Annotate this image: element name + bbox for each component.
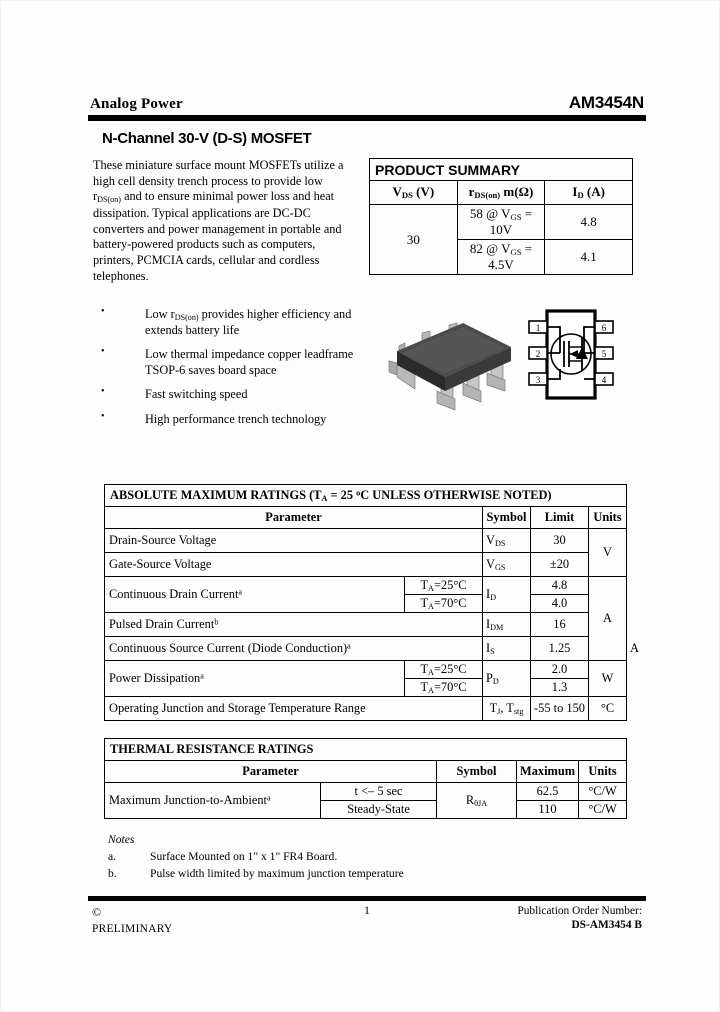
- page-footer: [88, 896, 646, 935]
- product-summary-title: PRODUCT SUMMARY: [370, 159, 633, 181]
- list-item: [93, 347, 363, 378]
- amr-symbol-temp: [483, 697, 531, 721]
- amr-cond-pd-70-t: T: [420, 680, 429, 695]
- table-row: [105, 697, 627, 721]
- list-item: [93, 387, 363, 402]
- intro-and-summary: [88, 158, 646, 285]
- thermal-sym-t: R: [465, 793, 475, 808]
- amr-cond-pd-25-v: =25°C: [433, 662, 467, 677]
- col-header-rdson: [457, 181, 545, 205]
- amr-sym-tstg-s: stg: [513, 707, 524, 717]
- rdson-value-10v: [457, 205, 545, 240]
- rdson-10v-num: 58 @ V: [469, 206, 511, 221]
- thermal-col-parameter: Parameter: [105, 761, 437, 783]
- thermal-resistance-table: [104, 738, 627, 819]
- rdson-45v-tail: = 4.5V: [488, 241, 533, 273]
- amr-sym-vds-t: V: [486, 533, 495, 548]
- amr-param-pd: [105, 661, 405, 697]
- feature-2-text: Fast switching speed: [145, 387, 248, 402]
- thermal-max-steady: 110: [517, 801, 579, 819]
- amr-limit-id-25: 4.8: [531, 577, 589, 595]
- amr-title: [105, 485, 627, 507]
- description-text-part1: These miniature surface mount MOSFETs utilize a high cell density trench process to provide low r: [93, 158, 344, 204]
- amr-sym-vds-s: DS: [494, 539, 506, 549]
- note-a-text: Surface Mounted on 1" x 1" FR4 Board.: [150, 850, 338, 864]
- description-paragraph: [93, 158, 351, 285]
- amr-param-pd-text: Power Dissipation: [109, 671, 201, 686]
- amr-cond-pd-70-s: A: [428, 686, 434, 696]
- amr-param-idm: [105, 613, 483, 637]
- amr-cond-idc-25-s: A: [428, 584, 434, 594]
- amr-symbol-id: [483, 577, 531, 613]
- amr-symbol-vgs: [483, 553, 531, 577]
- pin-label-5: 5: [601, 348, 607, 359]
- notes-title: Notes: [108, 833, 135, 847]
- footer-right: [461, 905, 643, 935]
- product-summary-table: [369, 158, 633, 275]
- amr-cond-idc-25: [405, 577, 483, 595]
- col-header-vds: [370, 181, 458, 205]
- amr-param-is-note: a: [347, 641, 351, 651]
- package-photo-tsop6: [375, 315, 515, 411]
- amr-param-temp: Operating Junction and Storage Temperature Range: [105, 697, 483, 721]
- amr-cond-pd-25: [405, 661, 483, 679]
- amr-sym-tj-s: J: [497, 707, 501, 717]
- header-rule: [88, 115, 646, 121]
- pin-label-6: 6: [601, 322, 607, 333]
- preliminary-label: PRELIMINARY: [92, 923, 173, 936]
- amr-param-is: [105, 637, 483, 661]
- amr-cond-pd-25-s: A: [428, 668, 434, 678]
- amr-title-p2: = 25: [327, 488, 357, 503]
- pin-configuration-diagram: [526, 307, 616, 402]
- artwork-area: [363, 307, 646, 415]
- feature-3-text: High performance trench technology: [145, 411, 327, 426]
- amr-symbol-idm: [483, 613, 531, 637]
- amr-limit-id-70: 4.0: [531, 595, 589, 613]
- amr-cond-idc-70-v: =70°C: [433, 596, 467, 611]
- amr-limit-vds: 30: [531, 529, 589, 553]
- note-b-text: Pulse width limited by maximum junction temperature: [150, 867, 404, 881]
- publication-order-number: DS-AM3454 B: [571, 919, 642, 932]
- footer-left: [92, 905, 274, 935]
- description-text-part2: and to ensure minimal power loss and heat dissipation. Typical applications are DC-DC converters and power management in portable and battery-powered products such as computers, printers, PCMCIA cards, cellular and cordless telephones.: [93, 189, 342, 283]
- vds-unit: (V): [412, 184, 435, 200]
- thermal-units-steady: °C/W: [579, 801, 627, 819]
- rdson-45v-num: 82 @ V: [469, 241, 511, 257]
- amr-param-vds: Drain-Source Voltage: [105, 529, 483, 553]
- rdson-45v-sub: GS: [510, 247, 522, 258]
- amr-sym-is-t: I: [486, 641, 491, 656]
- id-value-10v: 4.8: [545, 205, 633, 240]
- table-row: [105, 661, 627, 679]
- table-row: [105, 553, 627, 577]
- features-and-artwork: [88, 307, 646, 437]
- amr-symbol-is: [483, 637, 531, 661]
- amr-cond-idc-25-t: T: [420, 578, 429, 593]
- thermal-col-units: Units: [579, 761, 627, 783]
- amr-title-deg: o: [356, 488, 361, 498]
- page-number: 1: [364, 905, 370, 918]
- id-value-45v: 4.1: [545, 240, 633, 275]
- amr-limit-temp: -55 to 150: [531, 697, 589, 721]
- amr-title-sub: A: [321, 494, 328, 504]
- thermal-param-note: a: [266, 793, 271, 803]
- feature-1-text: Low thermal impedance copper leadframe TSOP-6 saves board space: [145, 347, 354, 377]
- amr-sym-idm-t: I: [486, 617, 491, 632]
- thermal-max-5sec: 62.5: [517, 783, 579, 801]
- col-header-id: [545, 181, 633, 205]
- amr-cond-idc-70-t: T: [420, 596, 429, 611]
- feature-0-sub: DS(on): [174, 312, 199, 322]
- amr-limit-idm: 16: [531, 613, 589, 637]
- id-unit: (A): [583, 184, 605, 200]
- footer-rule: [88, 896, 646, 901]
- amr-sym-id-s: D: [490, 593, 497, 603]
- rdson-10v-tail: = 10V: [489, 206, 533, 238]
- amr-cond-pd-25-t: T: [420, 662, 429, 677]
- rds-sub: DS(on): [474, 190, 501, 201]
- rds-label: r: [468, 184, 475, 200]
- amr-param-is-text: Continuous Source Current (Diode Conduction): [109, 641, 348, 656]
- id-sub: D: [577, 190, 584, 201]
- thermal-cond-5sec: t <– 5 sec: [321, 783, 437, 801]
- rdson-value-45v: [457, 240, 545, 275]
- page-header: [88, 93, 646, 114]
- table-row: [105, 507, 627, 529]
- note-item-a: [108, 850, 646, 863]
- table-row: [370, 159, 633, 181]
- rdson-10v-sub: GS: [510, 212, 522, 223]
- rds-unit: m(Ω): [500, 184, 534, 200]
- amr-param-idm-note: b: [214, 617, 219, 627]
- thermal-units-5sec: °C/W: [579, 783, 627, 801]
- amr-param-pd-note: a: [200, 671, 204, 681]
- note-a-key: a.: [108, 850, 117, 864]
- list-item: [93, 412, 363, 427]
- amr-limit-is: 1.25: [531, 637, 589, 661]
- note-b-key: b.: [108, 867, 117, 881]
- amr-title-p3: C UNLESS OTHERWISE NOTED): [360, 488, 552, 503]
- document-title: N-Channel 30-V (D-S) MOSFET: [102, 130, 312, 147]
- id-label: I: [572, 184, 578, 200]
- amr-sym-pd-t: P: [486, 671, 493, 686]
- part-number: AM3454N: [568, 93, 644, 112]
- pin-label-1: 1: [535, 322, 541, 333]
- amr-sym-tj-t: T: [489, 701, 498, 716]
- thermal-title: THERMAL RESISTANCE RATINGS: [105, 739, 627, 761]
- thermal-cond-steady: Steady-State: [321, 801, 437, 819]
- absolute-maximum-ratings-section: [88, 484, 646, 721]
- rdson-subscript: DS(on): [97, 195, 121, 205]
- table-row: [105, 783, 627, 801]
- table-row: [370, 205, 633, 240]
- features-list: [93, 307, 363, 437]
- note-item-b: [108, 867, 646, 880]
- amr-title-p1: ABSOLUTE MAXIMUM RATINGS (T: [110, 488, 322, 503]
- amr-col-limit: Limit: [531, 507, 589, 529]
- amr-col-symbol: Symbol: [483, 507, 531, 529]
- amr-sym-id-t: I: [486, 587, 491, 602]
- pin-label-3: 3: [535, 374, 541, 385]
- amr-units-amps-1: A: [589, 577, 627, 661]
- thermal-resistance-section: [88, 738, 646, 819]
- notes-section: [108, 833, 646, 880]
- amr-cond-idc-70-s: A: [428, 602, 434, 612]
- amr-col-units: Units: [589, 507, 627, 529]
- amr-limit-pd-70: 1.3: [531, 679, 589, 697]
- vds-sub: DS: [401, 190, 413, 201]
- footer-content: [88, 905, 646, 935]
- table-row: [370, 181, 633, 205]
- thermal-param-rthja: [105, 783, 321, 819]
- amr-symbol-pd: [483, 661, 531, 697]
- thermal-symbol-rthja: [437, 783, 517, 819]
- list-item: [93, 307, 363, 339]
- amr-param-vgs: Gate-Source Voltage: [105, 553, 483, 577]
- amr-cond-idc-25-v: =25°C: [433, 578, 467, 593]
- amr-sym-pd-s: D: [492, 677, 499, 687]
- amr-symbol-vds: [483, 529, 531, 553]
- table-row: [105, 529, 627, 553]
- thermal-col-symbol: Symbol: [437, 761, 517, 783]
- table-row: [105, 485, 627, 507]
- thermal-col-maximum: Maximum: [517, 761, 579, 783]
- amr-sym-vgs-s: GS: [494, 563, 506, 573]
- amr-sym-tstg-t: , T: [500, 701, 514, 716]
- amr-cond-idc-70: [405, 595, 483, 613]
- table-row: [105, 739, 627, 761]
- amr-units-celsius: °C: [589, 697, 627, 721]
- amr-units-volts: V: [589, 529, 627, 577]
- thermal-sym-s: θJA: [474, 799, 488, 809]
- product-summary-section: [369, 158, 633, 285]
- amr-param-idc: [105, 577, 405, 613]
- absolute-maximum-ratings-table: [104, 484, 639, 721]
- table-row: [105, 761, 627, 783]
- feature-0-pre: Low r: [145, 306, 175, 321]
- table-row: [105, 613, 627, 637]
- amr-cond-pd-70-v: =70°C: [433, 680, 467, 695]
- amr-param-idc-note: a: [238, 587, 243, 597]
- thermal-param-text: Maximum Junction-to-Ambient: [109, 793, 267, 808]
- copyright-icon: ©: [92, 905, 102, 920]
- amr-col-parameter: Parameter: [105, 507, 483, 529]
- pin-label-2: 2: [535, 348, 541, 359]
- table-row: [105, 577, 627, 595]
- amr-param-idm-text: Pulsed Drain Current: [109, 617, 215, 632]
- amr-limit-vgs: ±20: [531, 553, 589, 577]
- feature-0-post: provides higher efficiency and extends battery life: [145, 306, 352, 337]
- pin-label-4: 4: [601, 374, 607, 385]
- amr-sym-is-s: S: [490, 647, 495, 657]
- amr-cond-pd-70: [405, 679, 483, 697]
- amr-param-idc-text: Continuous Drain Current: [109, 587, 239, 602]
- table-row: Continuous Source Current (Diode Conduction)$^a$ $I_S$ 1.25 A: [105, 637, 627, 661]
- page-content: [88, 93, 646, 935]
- company-name: Analog Power: [90, 96, 183, 112]
- publication-order-label: Publication Order Number:: [517, 905, 642, 918]
- amr-sym-idm-s: DM: [490, 623, 504, 633]
- amr-units-watts: W: [589, 661, 627, 697]
- vds-value: 30: [370, 205, 458, 275]
- vds-label: V: [392, 184, 402, 200]
- amr-limit-pd-25: 2.0: [531, 661, 589, 679]
- amr-sym-vgs-t: V: [486, 557, 495, 572]
